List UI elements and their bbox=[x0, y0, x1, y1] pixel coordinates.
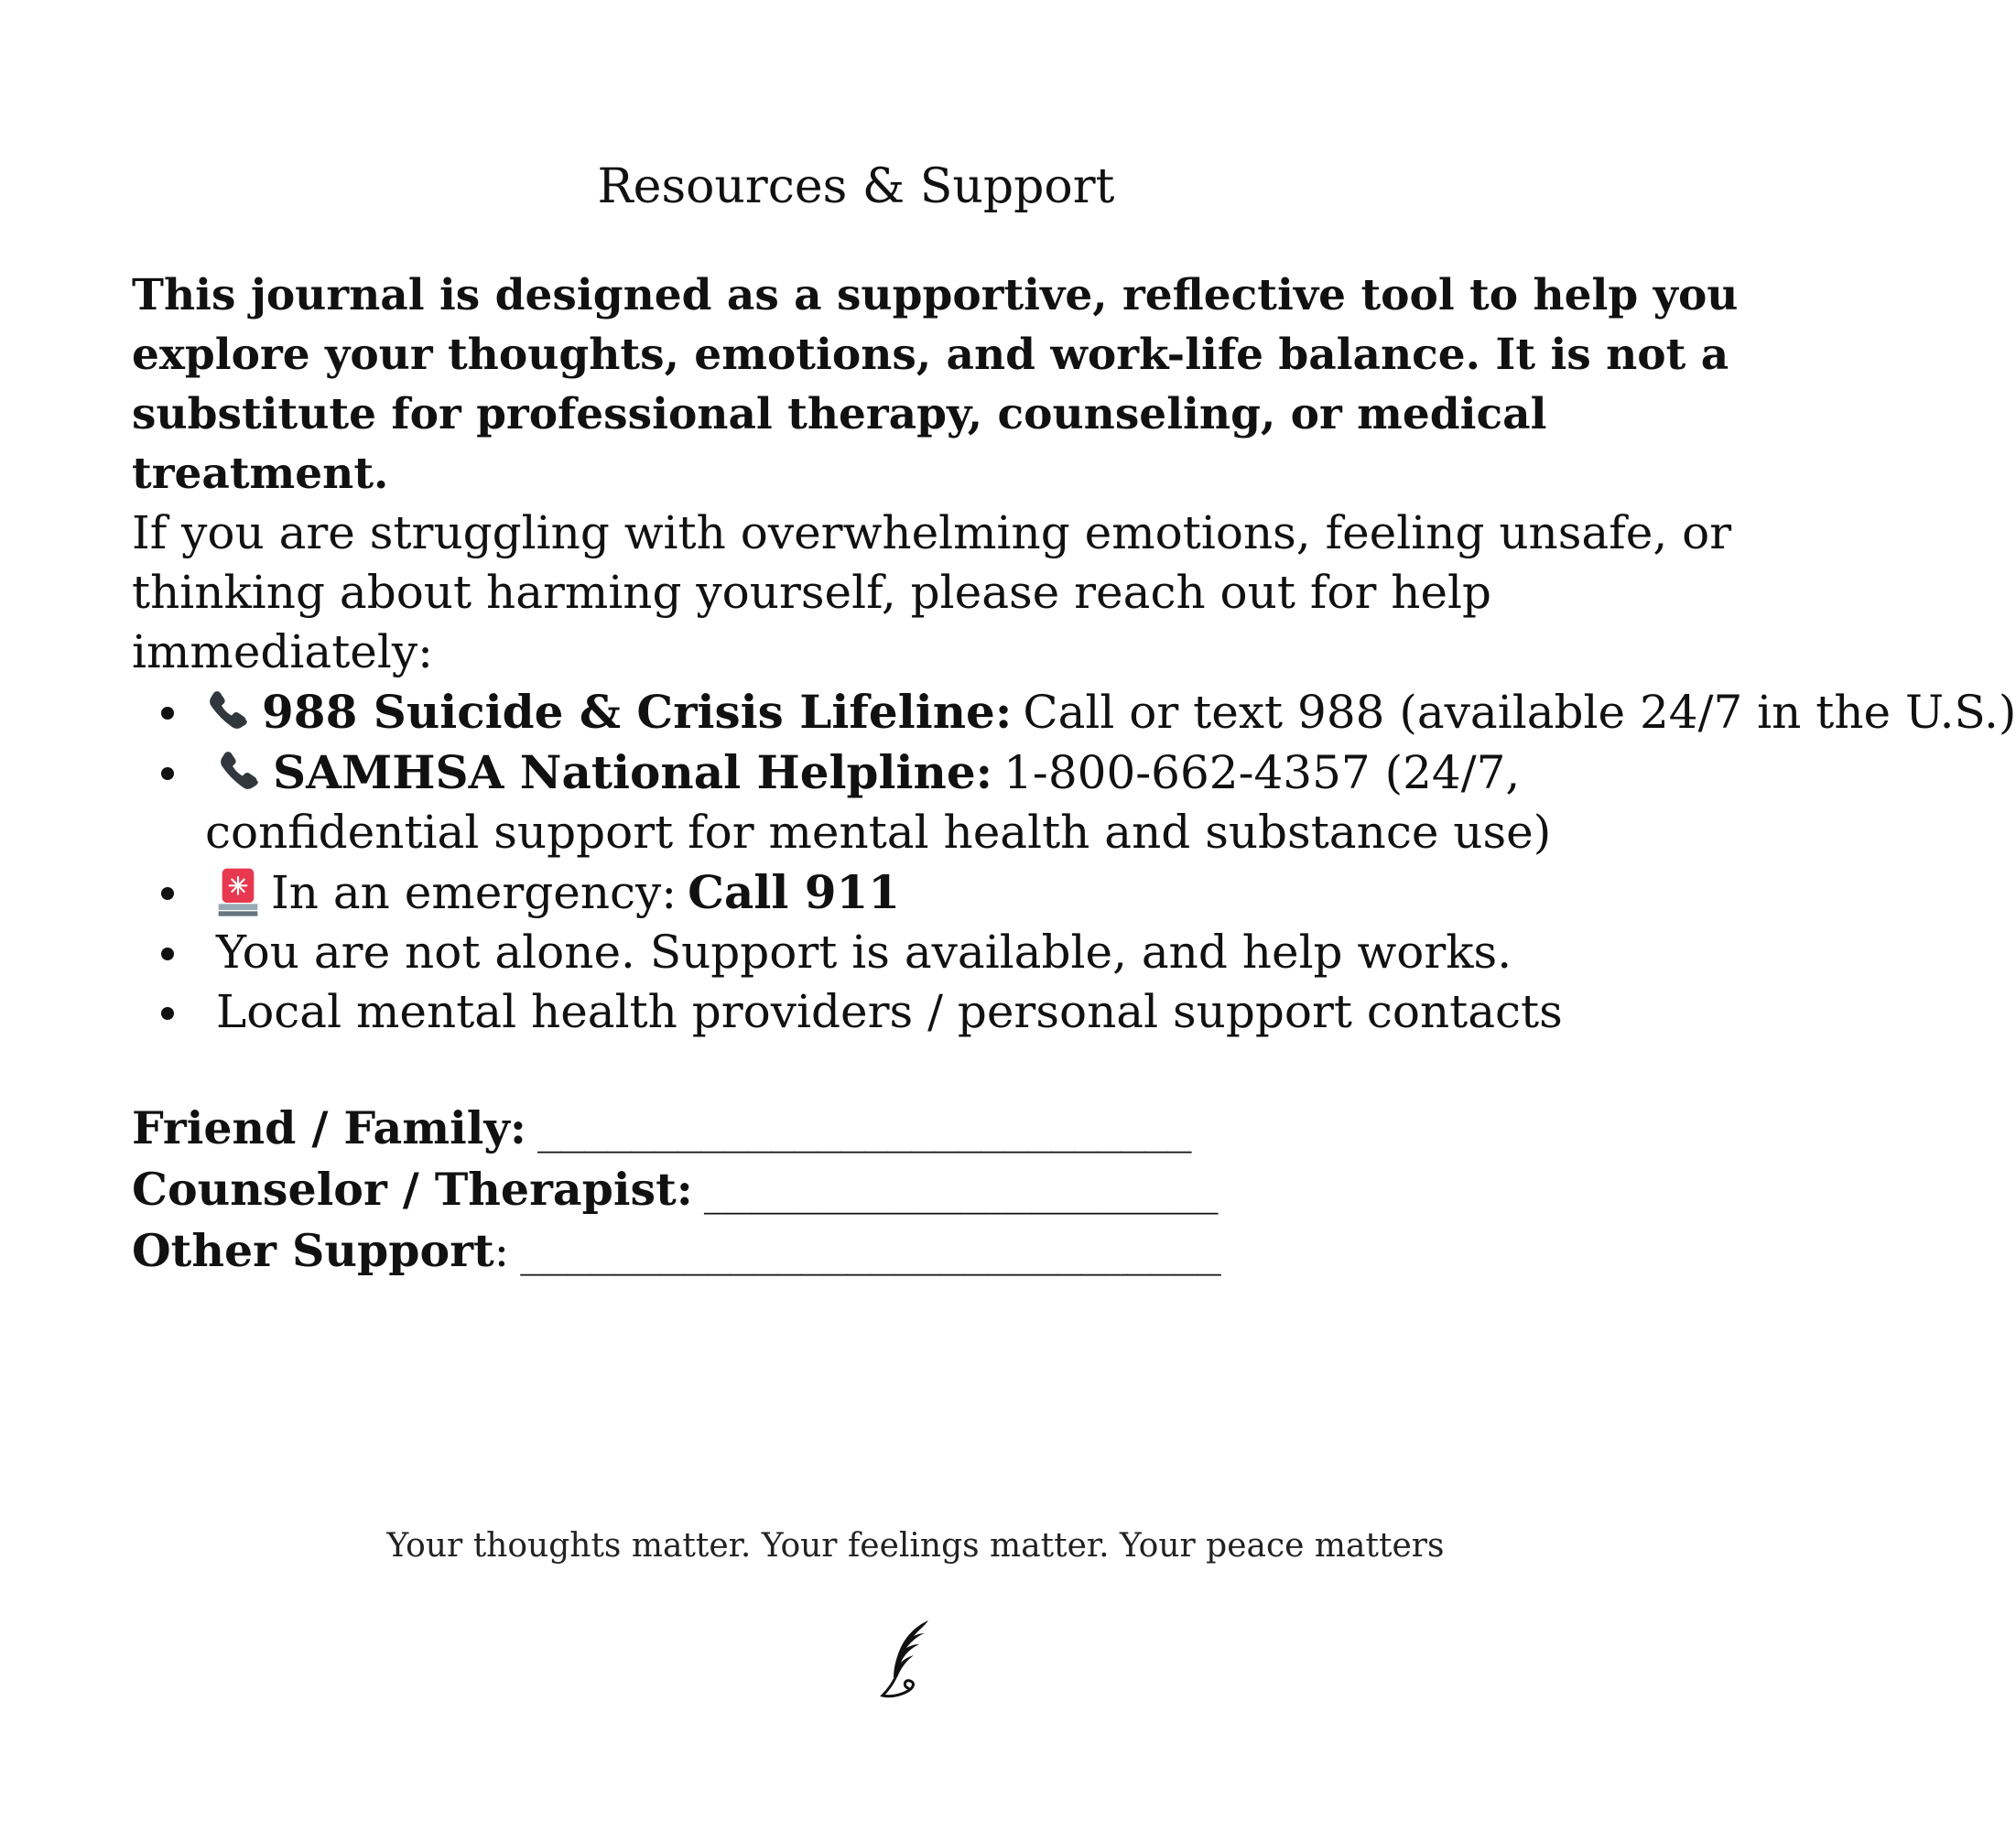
list-item bbox=[161, 682, 2016, 742]
contacts-section bbox=[132, 1099, 1220, 1283]
footer-quote: Your thoughts matter. Your feelings matter. Your peace matters bbox=[386, 1527, 1445, 1565]
contact-label: Friend / Family: bbox=[132, 1101, 526, 1154]
list-item bbox=[161, 923, 1772, 982]
bullet bbox=[161, 1007, 174, 1020]
list-item bbox=[161, 982, 1772, 1042]
resource-text: Call or text 988 (available 24/7 in the U.S.) bbox=[1023, 686, 2016, 739]
disclaimer-text: This journal is designed as a supportive, reflective tool to help you explore your thoughts, emotions, and work-life balance. It is not a substitute for professional therapy, counseling, or medical treatment. bbox=[132, 270, 1739, 499]
siren-icon bbox=[216, 866, 260, 917]
resource-label: 988 Suicide & Crisis Lifeline: bbox=[262, 685, 1013, 739]
resource-list bbox=[161, 682, 2016, 1042]
list-item bbox=[161, 862, 1772, 923]
bullet bbox=[161, 887, 174, 900]
bullet bbox=[161, 707, 174, 720]
resource-text: 1-800-662-4357 (24/7, confidential support for mental health and substance use) bbox=[205, 746, 1552, 859]
contact-label: Other Support bbox=[132, 1224, 494, 1277]
resource-text: Local mental health providers / personal support contacts bbox=[216, 985, 1563, 1038]
contact-counselor-therapist bbox=[132, 1160, 1220, 1221]
fill-in-line[interactable]: ______________________________ bbox=[520, 1230, 1220, 1276]
phone-icon bbox=[205, 688, 251, 733]
intro-text: If you are struggling with overwhelming emotions, feeling unsafe, or thinking about harming yourself, please reach out for help immediately: bbox=[132, 506, 1732, 678]
page-title: Resources & Support bbox=[597, 159, 1115, 214]
list-item bbox=[161, 742, 1772, 862]
quill-icon bbox=[879, 1619, 939, 1701]
contact-colon: : bbox=[493, 1225, 510, 1277]
fill-in-line[interactable]: ____________________________ bbox=[537, 1107, 1191, 1154]
resource-text: You are not alone. Support is available, and help works. bbox=[216, 926, 1512, 979]
resource-text: In an emergency: bbox=[271, 866, 677, 919]
contact-label: Counselor / Therapist: bbox=[132, 1163, 693, 1216]
bullet bbox=[161, 767, 174, 780]
resource-label: Call 911 bbox=[688, 865, 901, 919]
bullet bbox=[161, 948, 174, 960]
phone-icon bbox=[216, 748, 262, 794]
resource-label: SAMHSA National Helpline: bbox=[273, 745, 993, 799]
contact-friend-family bbox=[132, 1099, 1220, 1160]
fill-in-line[interactable]: ______________________ bbox=[703, 1168, 1218, 1215]
contact-other-support bbox=[132, 1221, 1220, 1283]
